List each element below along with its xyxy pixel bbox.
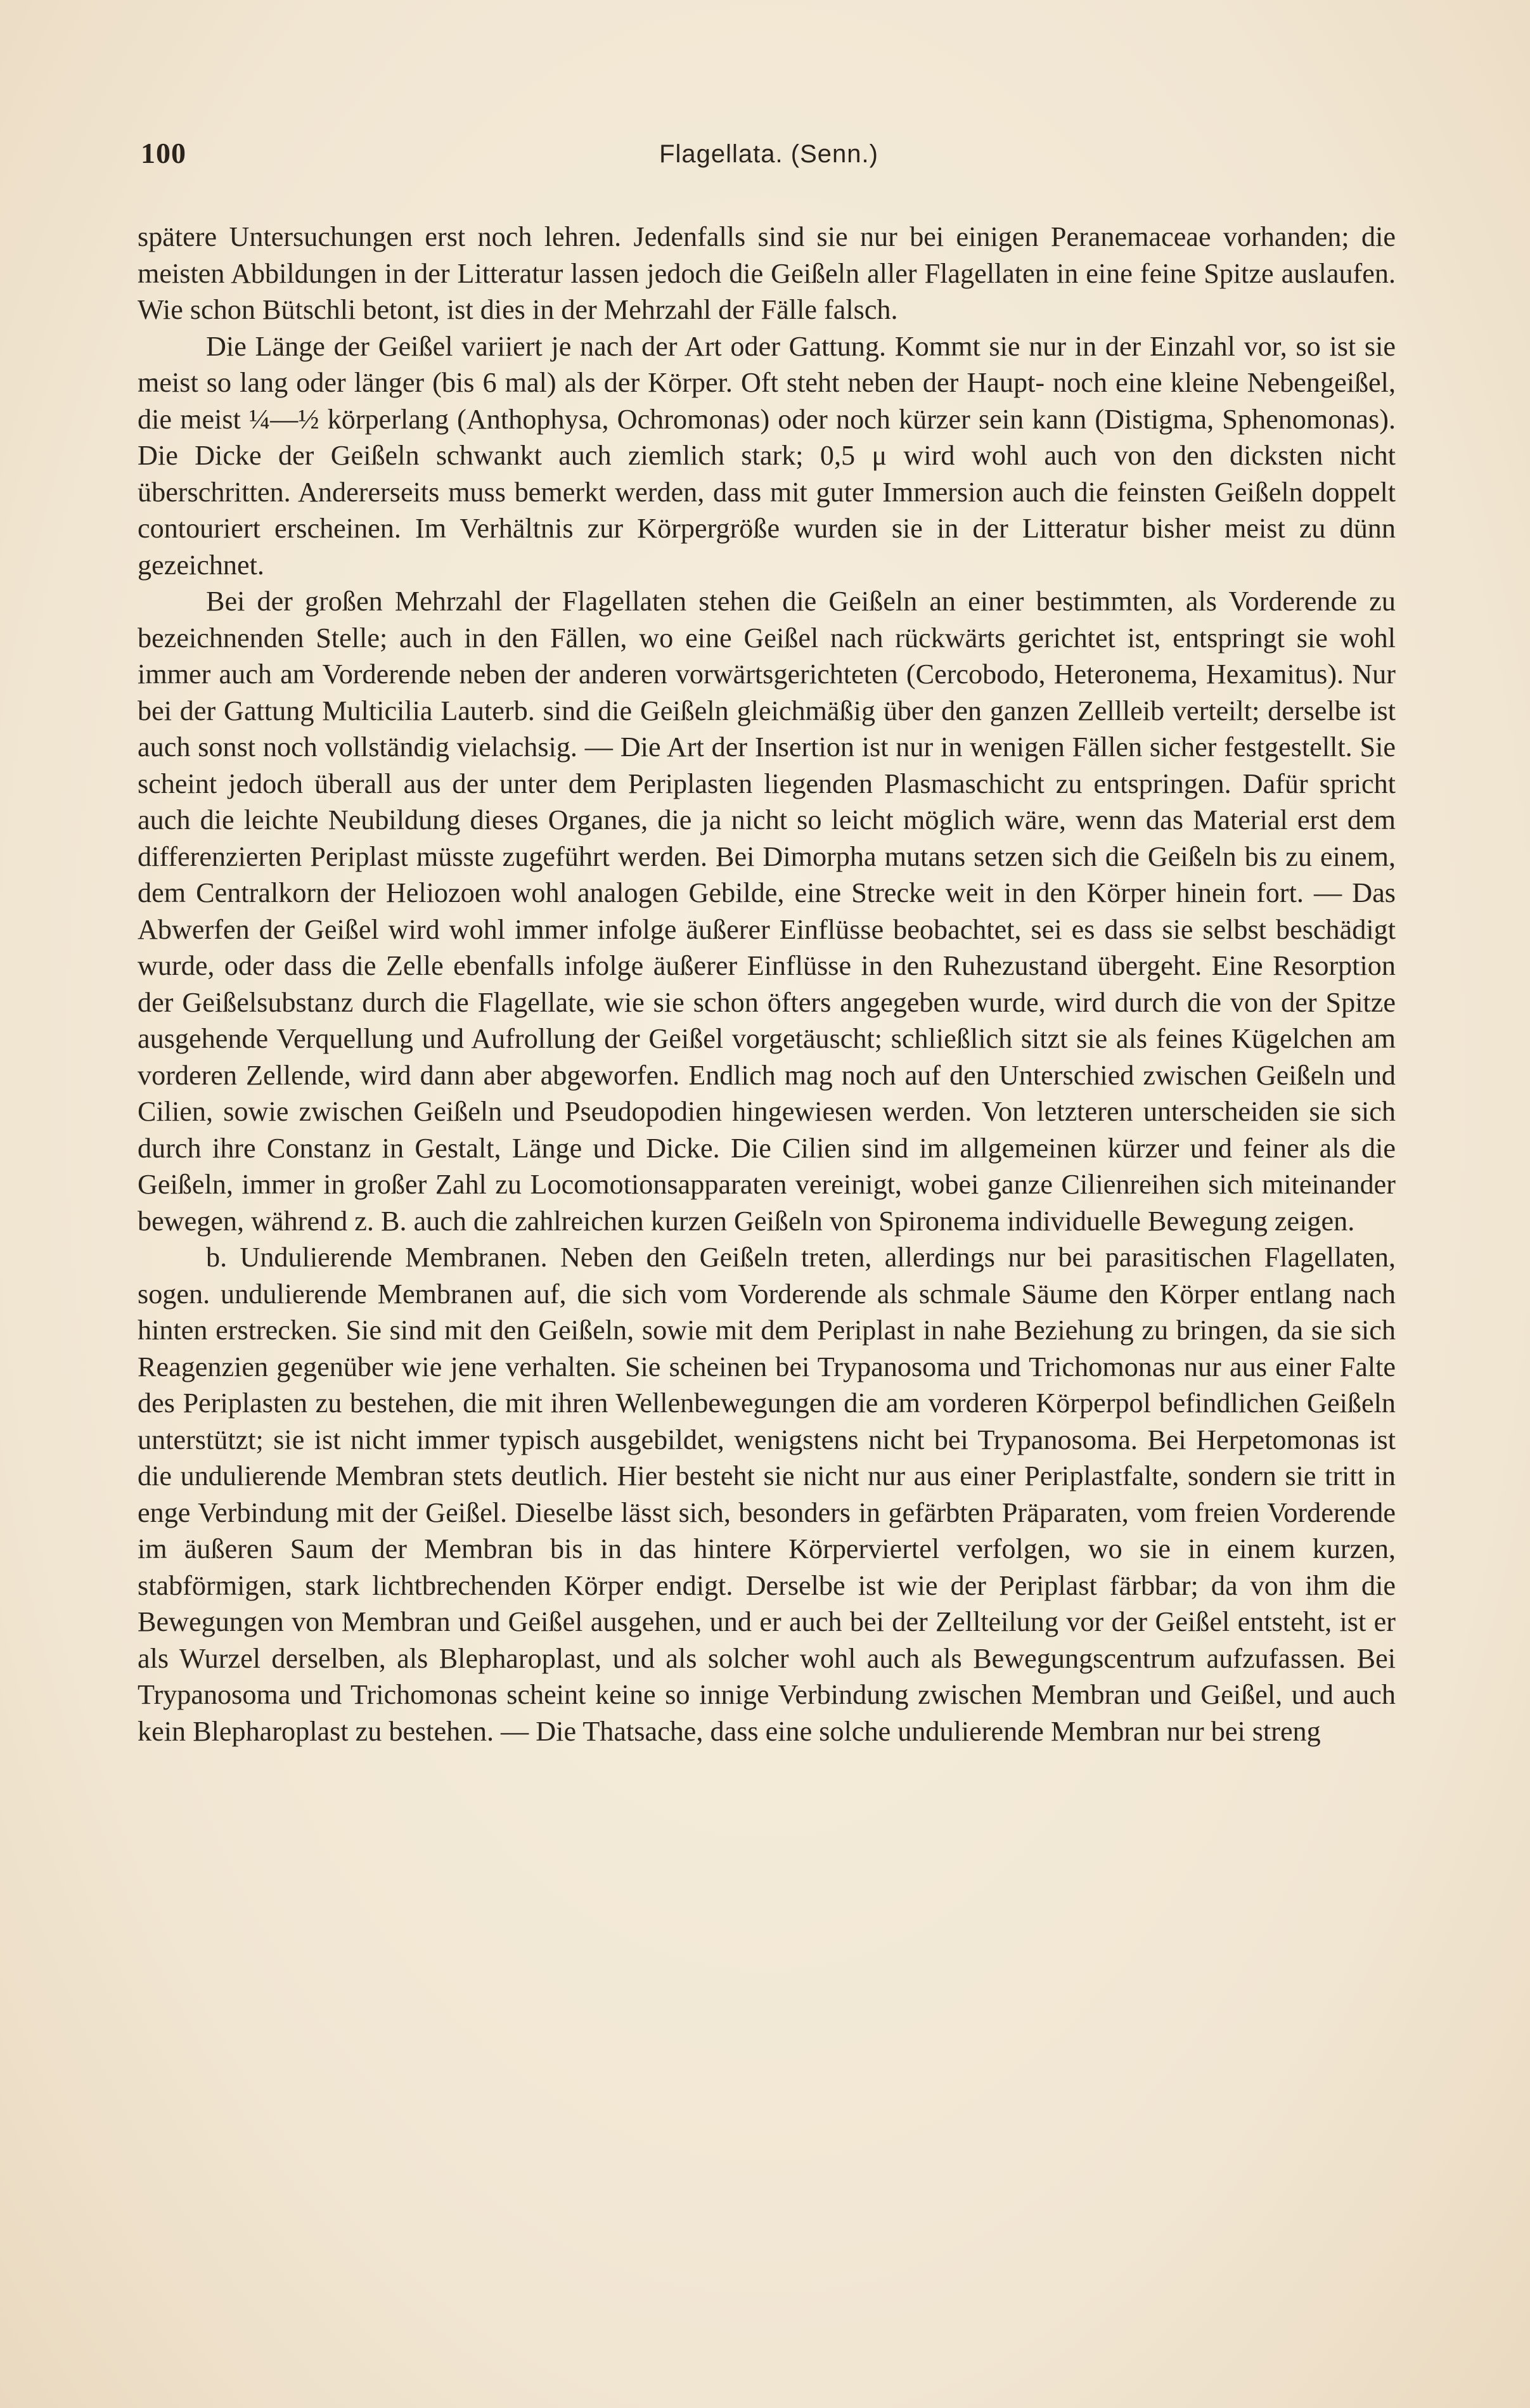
page-number: 100 [141,137,186,169]
running-head: Flagellata. (Senn.) [659,140,878,168]
page-header [141,136,1397,174]
paragraph: Die Länge der Geißel variiert je nach der Art oder Gattung. Kommt sie nur in der Einzahl vor, so ist sie meist so lang oder länger (bis 6 mal) als der Körper. Oft steht neben der Haupt- noch eine kleine Nebengeißel, die meist ¼—½ körperlang (Anthophysa, Ochromonas) oder noch kürzer sein kann (Distigma, Sphenomonas). Die Dicke der Geißeln schwankt auch ziemlich stark; 0,5 μ wird wohl auch von den dicksten nicht überschritten. Andererseits muss bemerkt werden, dass mit guter Immersion auch die feinsten Geißeln doppelt contouriert erscheinen. Im Verhältnis zur Körpergröße wurden sie in der Litteratur bisher meist zu dünn gezeichnet. [138,330,1396,581]
paragraph: Bei der großen Mehrzahl der Flagellaten stehen die Geißeln an einer bestimmten, als Vorderende zu bezeichnenden Stelle; auch in den Fällen, wo eine Geißel nach rückwärts gerichtet ist, entspringt sie wohl immer auch am Vorderende neben der anderen vorwärtsgerichteten (Cercobodo, Heteronema, Hexamitus). Nur bei der Gattung Multicilia Lauterb. sind die Geißeln gleichmäßig über den ganzen Zellleib verteilt; derselbe ist auch sonst noch vollständig vielachsig. — Die Art der Insertion ist nur in wenigen Fällen sicher festgestellt. Sie scheint jedoch überall aus der unter dem Periplasten liegenden Plasmaschicht zu entspringen. Dafür spricht auch die leichte Neubildung dieses Organes, die ja nicht so leicht möglich wäre, wenn das Material erst dem differenzierten Periplast müsste zugeführt werden. Bei Dimorpha mutans setzen sich die Geißeln bis zu einem, dem Centralkorn der Heliozoen wohl analogen Gebilde, eine Strecke weit in den Körper hinein fort. — Das Abwerfen der Geißel wird wohl immer infolge äußerer Einflüsse beobachtet, sei es dass sie selbst beschädigt wurde, oder dass die Zelle ebenfalls infolge äußerer Einflüsse in den Ruhezustand übergeht. Eine Resorption der Geißelsubstanz durch die Flagellate, wie sie schon öfters angegeben wurde, wird durch die von der Spitze ausgehende Verquellung und Aufrollung der Geißel vorgetäuscht; schließlich sitzt sie als feines Kügelchen am vorderen Zellende, wird dann aber abgeworfen. Endlich mag noch auf den Unterschied zwischen Geißeln und Cilien, sowie zwischen Geißeln und Pseudopodien hingewiesen werden. Von letzteren unterscheiden sie sich durch ihre Constanz in Gestalt, Länge und Dicke. Die Cilien sind im allgemeinen kürzer und feiner als die Geißeln, immer in großer Zahl zu Locomotionsapparaten vereinigt, wobei ganze Cilienreihen sich miteinander bewegen, während z. B. auch die zahlreichen kurzen Geißeln von Spironema individuelle Bewegung zeigen. [138,586,1396,1237]
paragraph: spätere Untersuchungen erst noch lehren. Jedenfalls sind sie nur bei einigen Peranemaceae vorhanden; die meisten Abbildungen in der Litteratur lassen jedoch die Geißeln aller Flagellaten in eine feine Spitze auslaufen. Wie schon Bütschli betont, ist dies in der Mehrzahl der Fälle falsch. [138,221,1396,325]
paragraph: b. Undulierende Membranen. Neben den Geißeln treten, allerdings nur bei parasitischen Flagellaten, sogen. undulierende Membranen auf, die sich vom Vorderende als schmale Säume den Körper entlang nach hinten erstrecken. Sie sind mit den Geißeln, sowie mit dem Periplast in nahe Beziehung zu bringen, da sie sich Reagenzien gegenüber wie jene verhalten. Sie scheinen bei Trypanosoma und Trichomonas nur aus einer Falte des Periplasten zu bestehen, die mit ihren Wellenbewegungen die am vorderen Körperpol befindlichen Geißeln unterstützt; sie ist nicht immer typisch ausgebildet, wenigstens nicht bei Trypanosoma. Bei Herpetomonas ist die undulierende Membran stets deutlich. Hier besteht sie nicht nur aus einer Periplastfalte, sondern sie tritt in enge Verbindung mit der Geißel. Dieselbe lässt sich, besonders in gefärbten Präparaten, vom freien Vorderende im äußeren Saum der Membran bis in das hintere Körperviertel verfolgen, wo sie in einem kurzen, stabförmigen, stark lichtbrechenden Körper endigt. Derselbe ist wie der Periplast färbbar; da von ihm die Bewegungen von Membran und Geißel ausgehen, und er auch bei der Zellteilung vor der Geißel entsteht, ist er als Wurzel derselben, als Blepharoplast, und als solcher wohl auch als Bewegungscentrum aufzufassen. Bei Trypanosoma und Trichomonas scheint keine so innige Verbindung zwischen Membran und Geißel, und auch kein Blepharoplast zu bestehen. — Die Thatsache, dass eine solche undulierende Membran nur bei streng [138,1242,1396,1747]
body-text [138,219,1396,1749]
